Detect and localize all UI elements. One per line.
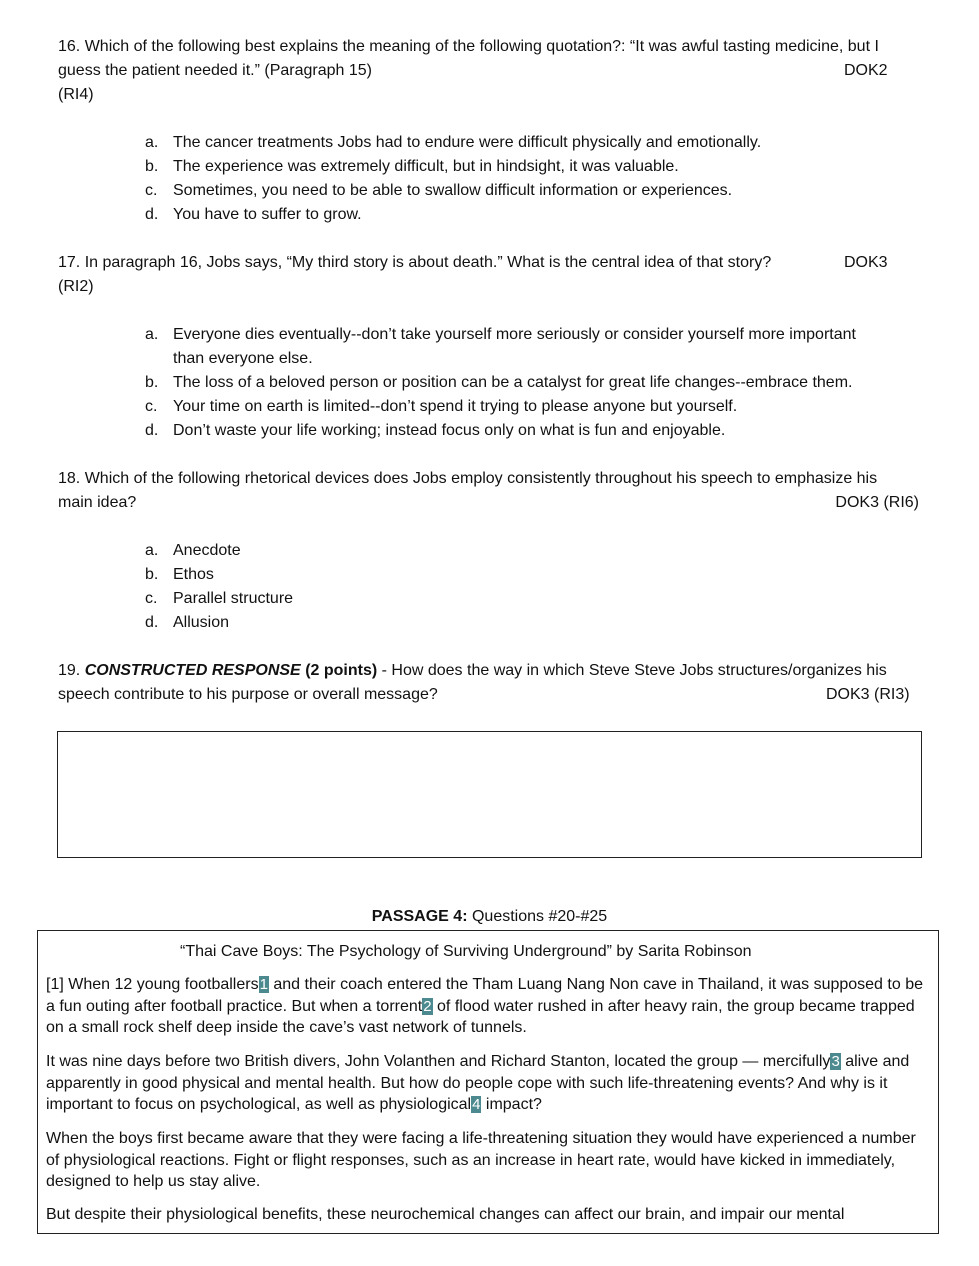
passage-label: PASSAGE 4:	[371, 908, 468, 925]
passage-paragraph-3: When the boys first became aware that they were facing a life-threatening situation they would have experienced a number of physiological reactions. Fight or flight responses, such as an increase in heart rate, would have kicked in immediately, designed to help us stay alive.	[46, 1130, 916, 1190]
question-17-ri: (RI2)	[58, 278, 94, 295]
footnote-marker-2[interactable]: 2	[423, 997, 432, 1015]
option-18a[interactable]: a. Anecdote	[145, 542, 241, 559]
question-19	[58, 659, 924, 707]
question-16-line2: guess the patient needed it.” (Paragraph 15)	[58, 62, 372, 79]
option-18b[interactable]: b. Ethos	[145, 566, 214, 583]
passage-paragraph-1: [1] When 12 young footballers1 and their coach entered the Tham Luang Nang Non cave in Thailand, it was supposed to be a fun outing after football practice. But when a torrent2 of flood water rushed in after heavy rain, the group became trapped on a small rock shelf deep inside the cave’s vast network of tunnels.	[46, 976, 923, 1036]
question-19-number: 19.	[58, 662, 81, 679]
constructed-response-box[interactable]	[57, 731, 922, 858]
footnote-marker-4[interactable]: 4	[472, 1096, 481, 1113]
footnote-marker-3[interactable]: 3	[831, 1053, 840, 1070]
option-17c[interactable]: c. Your time on earth is limited--don’t spend it trying to please anyone but yourself.	[145, 398, 738, 415]
question-16	[58, 35, 924, 107]
passage-heading	[0, 905, 979, 929]
question-17	[58, 251, 924, 299]
option-17d[interactable]: d. Don’t waste your life working; instead focus only on what is fun and enjoyable.	[145, 422, 726, 439]
question-19-points: (2 points)	[305, 662, 378, 679]
footnote-marker-1[interactable]: 1	[259, 976, 268, 993]
passage-box	[37, 930, 939, 1234]
option-17b[interactable]: b. The loss of a beloved person or position can be a catalyst for great life changes--embrace them.	[145, 374, 853, 391]
option-16d[interactable]: d. You have to suffer to grow.	[145, 206, 362, 223]
question-18-dok: DOK3 (RI6)	[835, 494, 919, 511]
question-18-line1: 18. Which of the following rhetorical devices does Jobs employ consistently throughout his speech to emphasize his	[58, 470, 878, 487]
passage-paragraph-4: But despite their physiological benefits, these neurochemical changes can affect our brain, and impair our mental	[46, 1206, 845, 1223]
question-16-line1: 16. Which of the following best explains the meaning of the following quotation?: “It was awful tasting medicine, but I	[58, 38, 879, 55]
question-19-label: CONSTRUCTED RESPONSE	[84, 662, 301, 679]
question-16-options	[145, 131, 890, 227]
question-19-line2: speech contribute to his purpose or overall message?	[58, 686, 438, 703]
question-17-options	[145, 323, 890, 443]
option-16a[interactable]: a. The cancer treatments Jobs had to endure were difficult physically and emotionally.	[145, 134, 762, 151]
question-17-line1: 17. In paragraph 16, Jobs says, “My third story is about death.” What is the central idea of that story?	[58, 254, 772, 271]
question-19-dok: DOK3 (RI3)	[826, 686, 910, 703]
option-18c[interactable]: c. Parallel structure	[145, 590, 294, 607]
question-18-options	[145, 539, 890, 635]
question-18-line2: main idea?	[58, 494, 137, 511]
question-17-dok: DOK3	[844, 254, 888, 271]
passage-title: “Thai Cave Boys: The Psychology of Surviving Underground” by Sarita Robinson	[180, 943, 752, 960]
passage-paragraph-2: It was nine days before two British divers, John Volanthen and Richard Stanton, located the group — mercifully3 alive and apparently in good physical and mental health. But how do people cope with such life-threatening events? And why is it important to focus on psychological, as well as physiological4 impact?	[46, 1053, 910, 1113]
question-18	[58, 467, 924, 515]
question-16-dok: DOK2	[844, 62, 888, 79]
option-18d[interactable]: d. Allusion	[145, 614, 230, 631]
option-17a[interactable]: a. Everyone dies eventually--don’t take yourself more seriously or consider yourself more important than everyone else.	[145, 326, 856, 367]
passage-questions: Questions #20-#25	[467, 908, 608, 925]
option-16b[interactable]: b. The experience was extremely difficult, but in hindsight, it was valuable.	[145, 158, 679, 175]
option-16c[interactable]: c. Sometimes, you need to be able to swallow difficult information or experiences.	[145, 182, 733, 199]
question-19-text: - How does the way in which Steve Steve Jobs structures/organizes his	[377, 662, 887, 679]
question-16-ri: (RI4)	[58, 86, 94, 103]
